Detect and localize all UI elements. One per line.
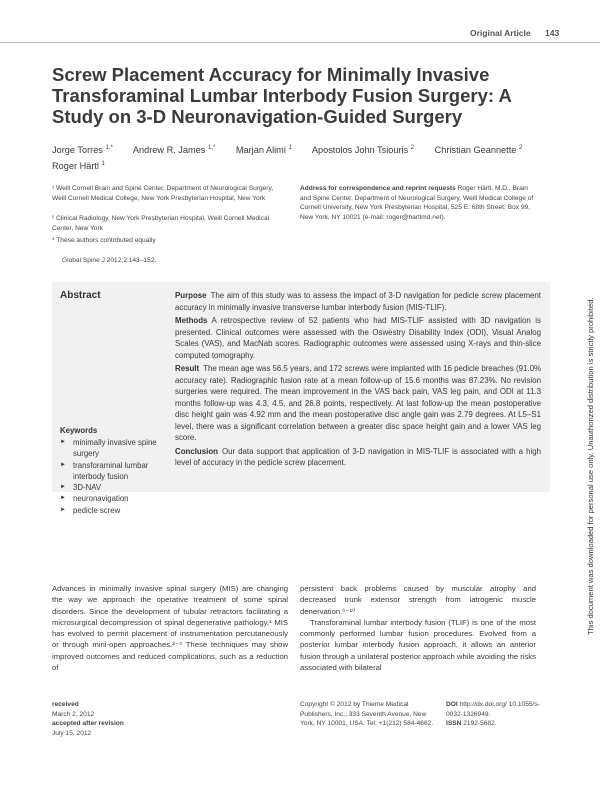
body-column-left — [52, 583, 288, 673]
doi-block — [446, 700, 546, 729]
author: Andrew R. James $^{1,*}$ — [132, 145, 216, 156]
keyword-item: ► neuronavigation — [60, 493, 160, 504]
author-list — [52, 141, 562, 173]
author: Roger Härtl $^1$ — [52, 161, 105, 172]
keyword-item: ► 3D-NAV — [60, 482, 160, 493]
distribution-note: This document was downloaded for personal use only. Unauthorized distribution is strictly prohibited. — [586, 297, 595, 635]
equal-contribution-note: * These authors contributed equally — [52, 237, 156, 244]
abstract-purpose: Purpose The aim of this study was to assess the impact of 3-D navigation for pedicle screw placement accuracy in minimally invasive transverse lumbar interbody fusion (MIS-TLIF). — [175, 291, 541, 312]
issn-label: ISSN — [446, 720, 462, 727]
body-column-right — [300, 583, 536, 673]
body-paragraph: Advances in minimally invasive spinal surgery (MIS) are changing the way we approach the operative treatment of some spinal disorders. Since the development of tubular retractors facilitating a microsurgical decompression of spinal degenerative pathology,¹ MIS has evolved to permit placement of instrumentation percutaneously or through mini-open approaches.²⁻⁴ These techniques may show improved outcomes and reduced complications, such as a reduction of — [52, 584, 288, 673]
doi-label: DOI — [446, 701, 458, 708]
copyright-block: Copyright © 2012 by Thieme Medical Publishers, Inc., 333 Seventh Avenue, New York, NY 10001, USA. Tel: +1(212) 584-4662. — [300, 701, 434, 727]
author: Marjan Alimi $^1$ — [235, 145, 292, 156]
citation: Global Spine J 2012;2:143–152. — [62, 257, 157, 264]
article-title: Screw Placement Accuracy for Minimally Invasive Transforaminal Lumbar Interbody Fusion Surgery: A Study on 3-D Neuronavigation-Guided Surgery — [52, 64, 512, 127]
accepted-date: July 15, 2012 — [52, 729, 92, 737]
correspondence-text: Roger Härtl, M.D., Brain and Spine Center, Department of Neurological Surgery, Weill Medical College of Cornell University, New York Presbyterian Hospital, 525 E. 68th Street, Box 99, New York, NY 10021 (e-mail: roger@hartlmd.net). — [300, 185, 534, 221]
received-block — [52, 700, 202, 738]
received-date: March 2, 2012 — [52, 710, 95, 718]
issn-value: 2192-5682. — [463, 720, 497, 727]
keyword-item: ► minimally invasive spine surgery — [60, 437, 160, 460]
page-number: 143 — [545, 28, 560, 38]
affiliation-2: ² Clinical Radiology, New York Presbyterian Hospital, Weill Cornell Medical Center, New York — [52, 215, 270, 232]
abstract-result: Result The mean age was 56.5 years, and 172 screws were implanted with 16 pedicle breaches (91.0% accuracy rate). Radiographic fusion rate at a mean follow-up of 15.6 months was 87.23%. No revision surgeries were required. The mean improvement in the VAS back pain, VAS leg pain, and ODI at 11.3 months follow-up was 4.3, 4.5, and 26.8 points, respectively. At last follow-up the mean postoperative disc height gain was 4.92 mm and the mean postoperative disc angle gain was 2.79 degrees. At L5–S1 level, there was a significant correlation between a greater disc space height gain and a lower VAS leg score. — [175, 364, 541, 442]
abstract-methods: Methods A retrospective review of 52 patients who had MIS-TLIF assisted with 3D navigation is presented. Clinical outcomes were assessed with the Oswestry Disability Index (ODI), Visual Analog Scales (VAS), and MacNab scores. Radiographic outcomes were assessed using X-rays and thin-slice computed tomography. — [175, 316, 541, 360]
correspondence — [300, 184, 540, 222]
body-paragraph: Transforaminal lumbar interbody fusion (TLIF) is one of the most commonly performed lumbar fusion procedures. Evolved from a posterior lumbar interbody fusion approach, it allows an anterior fusion through a unilateral posterior approach while avoiding the risks associated with bilateral — [300, 617, 536, 673]
keywords-list — [60, 437, 160, 516]
keyword-item: ► transforaminal lumbar interbody fusion — [60, 460, 160, 483]
received-label: received — [52, 701, 79, 708]
keywords-heading: Keywords — [60, 426, 98, 435]
accepted-label: accepted after revision — [52, 720, 124, 727]
abstract-heading: Abstract — [60, 290, 101, 301]
correspondence-label: Address for correspondence and reprint requests — [300, 185, 456, 192]
doi-link[interactable]: http://dx.doi.org/ 10.1055/s-0032-1326949. — [446, 701, 540, 718]
author: Jorge Torres $^{1,*}$ — [52, 145, 113, 156]
abstract-body — [175, 290, 541, 471]
keyword-item: ► pedicle screw — [60, 505, 160, 516]
abstract-conclusion: Conclusion Our data support that application of 3-D navigation in MIS-TLIF is associated with a high level of accuracy in the pedicle screw placement. — [175, 446, 541, 467]
author: Apostolos John Tsiouris $^2$ — [311, 145, 415, 156]
body-paragraph: persistent back problems caused by muscular atrophy and decreased trunk extensor strength from iatrogenic muscle denervation.⁵⁻¹⁰ — [300, 584, 536, 616]
header-rule — [0, 42, 600, 43]
affiliation-1: ¹ Weill Cornell Brain and Spine Center, Department of Neurological Surgery, Weill Cornell Medical College, New York Presbyterian Hospital, New York — [52, 185, 274, 202]
article-type-label: Original Article — [470, 28, 531, 38]
author: Christian Geannette $^2$ — [434, 145, 523, 156]
